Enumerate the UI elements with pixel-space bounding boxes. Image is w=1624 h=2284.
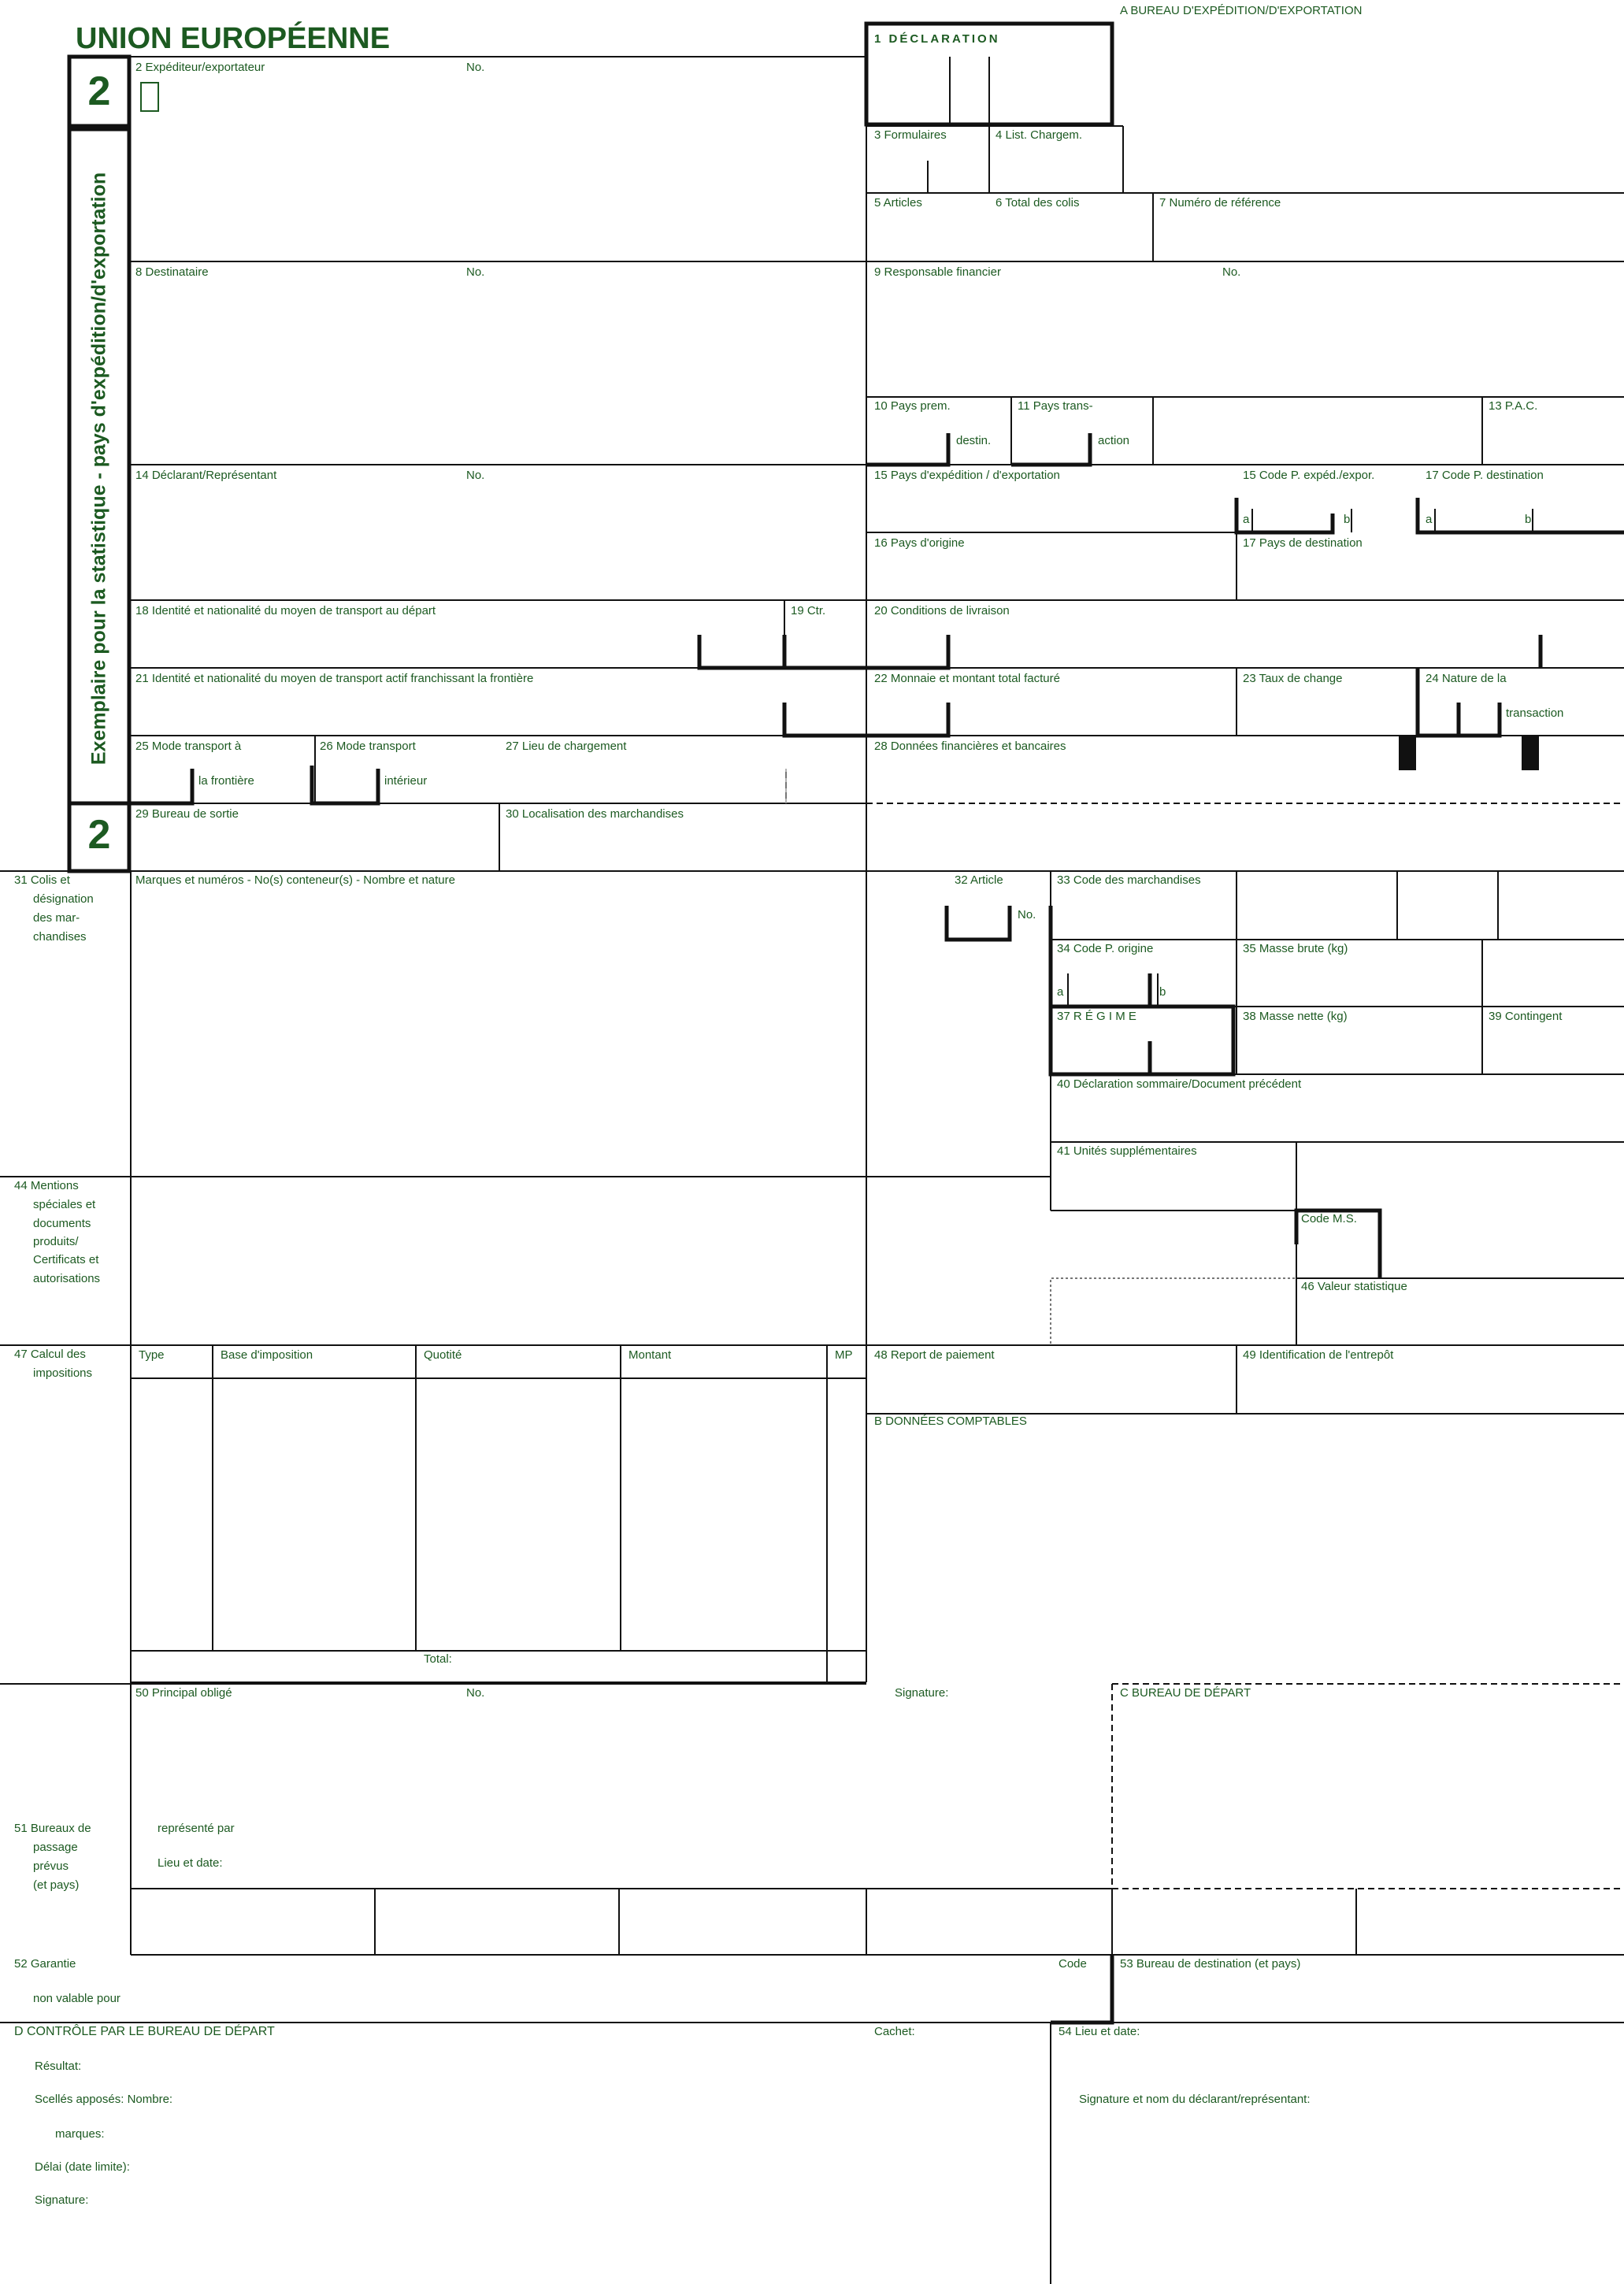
box-46-label: 46 Valeur statistique [1301, 1280, 1407, 1293]
box-10-sub: destin. [956, 434, 992, 447]
box-13-label: 13 P.A.C. [1489, 399, 1538, 413]
box-47-label-1: 47 Calcul des [14, 1348, 86, 1361]
box-44-label-2: spéciales et [33, 1198, 96, 1211]
form-title: UNION EUROPÉENNE [76, 22, 391, 55]
box-7-label: 7 Numéro de référence [1159, 196, 1281, 209]
box-a-label: A BUREAU D'EXPÉDITION/D'EXPORTATION [1120, 4, 1363, 17]
seals-label: Scellés apposés: Nombre: [35, 2093, 173, 2106]
box-11-sub: action [1098, 434, 1130, 447]
represented-by-label: représenté par [158, 1822, 235, 1835]
box-38-label: 38 Masse nette (kg) [1243, 1010, 1348, 1023]
column-type: Type [139, 1348, 165, 1362]
box-31-label-3: des mar- [33, 911, 80, 925]
box-19-label: 19 Ctr. [791, 604, 826, 617]
box-29-label: 29 Bureau de sortie [135, 807, 239, 821]
box-54-label: 54 Lieu et date: [1059, 2025, 1140, 2038]
box-31-label-1: 31 Colis et [14, 873, 70, 887]
total-label: Total: [424, 1652, 452, 1666]
box-15-b: b [1344, 513, 1351, 526]
box-37-label: 37 R É G I M E [1057, 1010, 1136, 1023]
box-17-code-label: 17 Code P. destination [1426, 469, 1544, 482]
box-2-label: 2 Expéditeur/exportateur [135, 61, 265, 74]
box-b-label: B DONNÉES COMPTABLES [874, 1415, 1027, 1428]
box-50-label: 50 Principal obligé [135, 1686, 232, 1700]
box-3-label: 3 Formulaires [874, 128, 947, 142]
box-28-label: 28 Données financières et bancaires [874, 740, 1066, 753]
code-ms-label: Code M.S. [1301, 1212, 1357, 1225]
box-25-sub: la frontière [198, 774, 254, 788]
box-31-label-2: désignation [33, 892, 94, 906]
box-30-label: 30 Localisation des marchandises [506, 807, 684, 821]
box-15-code-label: 15 Code P. expéd./expor. [1243, 469, 1375, 482]
box-51-label-4: (et pays) [33, 1878, 80, 1892]
box-17-b: b [1525, 513, 1532, 526]
box-44-label-5: Certificats et [33, 1253, 99, 1266]
box-8-label: 8 Destinataire [135, 265, 209, 279]
box-52-code: Code [1059, 1957, 1087, 1971]
box-49-label: 49 Identification de l'entrepôt [1243, 1348, 1394, 1362]
box-4-label: 4 List. Chargem. [996, 128, 1083, 142]
box-9-label: 9 Responsable financier [874, 265, 1001, 279]
box-14-no: No. [466, 469, 485, 482]
declarant-signature-label: Signature et nom du déclarant/représentant: [1079, 2093, 1311, 2106]
result-label: Résultat: [35, 2060, 82, 2073]
box-44-label-4: produits/ [33, 1235, 79, 1248]
box-1-label: 1 DÉCLARATION [874, 32, 1000, 46]
place-date-label: Lieu et date: [158, 1856, 223, 1870]
box-24-sub: transaction [1506, 706, 1564, 720]
box-39-label: 39 Contingent [1489, 1010, 1563, 1023]
copy-number-bottom: 2 [87, 812, 111, 858]
box-34-label: 34 Code P. origine [1057, 942, 1154, 955]
box-d-label: D CONTRÔLE PAR LE BUREAU DE DÉPART [14, 2025, 275, 2038]
box-47-label-2: impositions [33, 1366, 93, 1380]
box-51-label-2: passage [33, 1841, 78, 1854]
marks-label: marques: [55, 2127, 105, 2141]
box-15-label: 15 Pays d'expédition / d'exportation [874, 469, 1060, 482]
box-32-label: 32 Article [955, 873, 1003, 887]
box-18-label: 18 Identité et nationalité du moyen de transport au départ [135, 604, 436, 617]
box-17-a: a [1426, 513, 1433, 526]
box-35-label: 35 Masse brute (kg) [1243, 942, 1348, 955]
box-50-no: No. [466, 1686, 485, 1700]
box-51-label-1: 51 Bureaux de [14, 1822, 91, 1835]
deadline-label: Délai (date limite): [35, 2160, 130, 2174]
box-31-label-4: chandises [33, 930, 87, 944]
column-montant: Montant [628, 1348, 672, 1362]
box-16-label: 16 Pays d'origine [874, 536, 965, 550]
box-44-label-6: autorisations [33, 1272, 101, 1285]
box-52-sub: non valable pour [33, 1992, 121, 2005]
box-44-label-3: documents [33, 1217, 91, 1230]
box-20-label: 20 Conditions de livraison [874, 604, 1010, 617]
box-24-label: 24 Nature de la [1426, 672, 1507, 685]
box-27-label: 27 Lieu de chargement [506, 740, 627, 753]
box-52-label: 52 Garantie [14, 1957, 76, 1971]
box-11-label: 11 Pays trans- [1018, 399, 1093, 413]
stamp-label: Cachet: [874, 2025, 915, 2038]
box-26-label: 26 Mode transport [320, 740, 416, 753]
box-41-label: 41 Unités supplémentaires [1057, 1144, 1197, 1158]
box-33-label: 33 Code des marchandises [1057, 873, 1201, 887]
box-15-a: a [1243, 513, 1250, 526]
box-48-label: 48 Report de paiement [874, 1348, 995, 1362]
box-10-label: 10 Pays prem. [874, 399, 951, 413]
box-34-a: a [1057, 985, 1064, 999]
box-40-label: 40 Déclaration sommaire/Document précédent [1057, 1077, 1302, 1091]
box-2-no: No. [466, 61, 485, 74]
box-5-label: 5 Articles [874, 196, 922, 209]
box-31-description: Marques et numéros - No(s) conteneur(s) - Nombre et nature [135, 873, 455, 887]
column-mp: MP [835, 1348, 853, 1362]
box-8-no: No. [466, 265, 485, 279]
box-9-no: No. [1222, 265, 1241, 279]
box-14-label: 14 Déclarant/Représentant [135, 469, 277, 482]
vertical-copy-caption: Exemplaire pour la statistique - pays d'expédition/d'exportation [87, 172, 110, 766]
box-32-no: No. [1018, 908, 1036, 921]
box-22-label: 22 Monnaie et montant total facturé [874, 672, 1060, 685]
copy-number-top: 2 [87, 69, 111, 114]
box-53-label: 53 Bureau de destination (et pays) [1120, 1957, 1301, 1971]
box-6-label: 6 Total des colis [996, 196, 1080, 209]
box-44-label-1: 44 Mentions [14, 1179, 79, 1192]
box-c-label: C BUREAU DE DÉPART [1120, 1686, 1251, 1700]
box-51-label-3: prévus [33, 1859, 69, 1873]
exporter-checkbox[interactable] [140, 82, 159, 112]
box-34-b: b [1159, 985, 1166, 999]
box-50-signature: Signature: [895, 1686, 949, 1700]
column-quotite: Quotité [424, 1348, 462, 1362]
box-21-label: 21 Identité et nationalité du moyen de transport actif franchissant la frontière [135, 672, 534, 685]
box-26-sub: intérieur [384, 774, 428, 788]
column-base: Base d'imposition [221, 1348, 313, 1362]
signature-d-label: Signature: [35, 2193, 89, 2207]
box-17-label: 17 Pays de destination [1243, 536, 1363, 550]
box-25-label: 25 Mode transport à [135, 740, 242, 753]
box-23-label: 23 Taux de change [1243, 672, 1343, 685]
